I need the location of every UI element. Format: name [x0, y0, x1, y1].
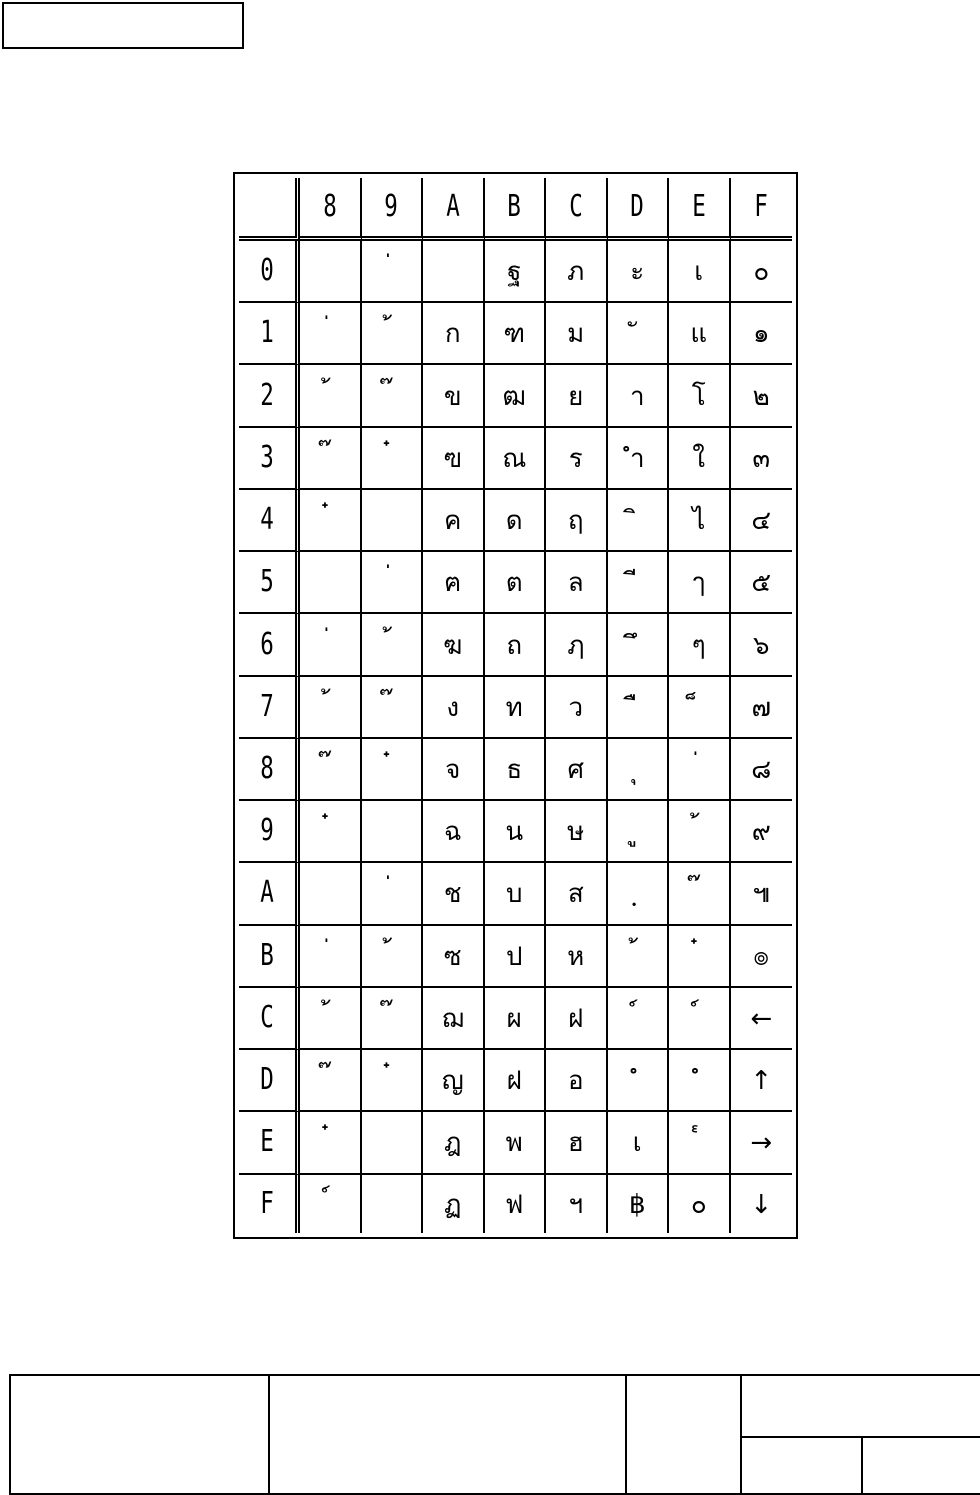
character-glyph: ฿ [628, 1189, 646, 1220]
table-row [239, 801, 792, 863]
row-header-label: C [260, 999, 274, 1035]
character-glyph: ฟ [505, 1189, 524, 1220]
character-cell [300, 926, 362, 988]
character-cell [669, 1175, 731, 1233]
character-cell [362, 677, 424, 739]
character-cell [485, 801, 547, 863]
character-cell [669, 1050, 731, 1112]
table-row [239, 1175, 792, 1233]
character-glyph: ฏ [444, 1189, 462, 1220]
character-cell [546, 863, 608, 925]
column-header [423, 178, 485, 241]
row-header-label: D [260, 1062, 274, 1098]
character-cell [485, 1175, 547, 1233]
character-glyph: พ [505, 1128, 523, 1159]
character-glyph: ฝ [568, 1003, 584, 1034]
character-glyph: ๗ [751, 692, 772, 723]
column-header [731, 178, 793, 241]
row-header-label: 6 [260, 626, 274, 662]
character-cell [546, 303, 608, 365]
character-cell [546, 1112, 608, 1174]
character-cell [669, 988, 731, 1050]
character-cell [669, 1112, 731, 1174]
character-cell [608, 552, 670, 614]
column-header-label: C [568, 189, 583, 224]
character-cell [300, 614, 362, 676]
row-header-label: 3 [260, 439, 274, 475]
table-row [239, 1050, 792, 1112]
character-cell [731, 1050, 793, 1112]
character-glyph: ↓ [750, 1189, 773, 1220]
character-cell [300, 1112, 362, 1174]
row-header [239, 1175, 300, 1233]
character-glyph: ร [568, 443, 583, 474]
character-glyph: ๙ [751, 817, 771, 848]
character-glyph: ๆ [691, 630, 706, 661]
character-cell [485, 988, 547, 1050]
character-cell [300, 490, 362, 552]
character-glyph: เ [632, 1128, 642, 1159]
character-cell [362, 552, 424, 614]
character-cell [423, 1112, 485, 1174]
character-cell [423, 365, 485, 427]
character-cell [731, 1112, 793, 1174]
character-cell [300, 988, 362, 1050]
character-glyph: ษ [567, 817, 585, 848]
character-glyph: แ [690, 319, 708, 350]
character-cell [485, 926, 547, 988]
row-header-label: 7 [260, 688, 274, 724]
character-cell [362, 1112, 424, 1174]
character-cell [362, 801, 424, 863]
character-glyph: ฝ [506, 1066, 522, 1097]
row-header [239, 552, 300, 614]
character-glyph: ด [505, 506, 523, 537]
character-cell [423, 428, 485, 490]
character-glyph: ธ [506, 754, 523, 785]
character-glyph: ฐ [507, 257, 522, 288]
character-cell [423, 1175, 485, 1233]
character-cell [546, 614, 608, 676]
character-glyph: ญ [441, 1066, 464, 1097]
character-cell [423, 739, 485, 801]
character-cell [423, 863, 485, 925]
column-header [608, 178, 670, 241]
character-glyph: ๐ [753, 257, 770, 288]
row-header-label: A [260, 875, 274, 911]
character-glyph: ก [444, 319, 461, 350]
character-glyph: ๏ [753, 941, 770, 972]
row-header [239, 1050, 300, 1112]
row-header-label: 8 [260, 750, 274, 786]
table-row [239, 1112, 792, 1174]
row-header [239, 490, 300, 552]
character-glyph: ต [505, 568, 523, 599]
row-header [239, 365, 300, 427]
character-cell [546, 926, 608, 988]
character-cell [300, 241, 362, 303]
row-header-label: 2 [260, 377, 274, 413]
character-cell [546, 490, 608, 552]
character-cell [300, 303, 362, 365]
column-header-label: A [445, 189, 460, 224]
character-cell [731, 614, 793, 676]
character-glyph: ฑ [503, 319, 526, 350]
row-header [239, 677, 300, 739]
character-cell [485, 1050, 547, 1112]
table-row [239, 428, 792, 490]
character-cell [300, 739, 362, 801]
character-glyph: เ [694, 257, 704, 288]
footer-cell-3 [625, 1376, 742, 1493]
row-header [239, 428, 300, 490]
character-cell [731, 801, 793, 863]
column-header [362, 178, 424, 241]
row-header [239, 303, 300, 365]
character-glyph: ใ [692, 443, 706, 474]
table-row [239, 926, 792, 988]
character-cell [731, 552, 793, 614]
character-cell [608, 1175, 670, 1233]
character-cell [669, 801, 731, 863]
character-cell [608, 1112, 670, 1174]
character-cell [731, 926, 793, 988]
column-header-label: 8 [322, 189, 337, 224]
row-header [239, 926, 300, 988]
character-cell [546, 739, 608, 801]
character-glyph: ไ [692, 506, 706, 537]
character-glyph: ค [444, 506, 462, 537]
row-header-label: B [260, 937, 274, 973]
character-cell [362, 863, 424, 925]
character-cell [669, 677, 731, 739]
character-cell [362, 1050, 424, 1112]
table-row [239, 365, 792, 427]
character-cell [608, 428, 670, 490]
character-glyph: น [505, 817, 524, 848]
character-cell [485, 863, 547, 925]
character-cell [485, 428, 547, 490]
character-cell [669, 241, 731, 303]
character-glyph: ฉ [443, 817, 462, 848]
table-row [239, 552, 792, 614]
character-cell [485, 614, 547, 676]
character-glyph: ฌ [441, 1003, 464, 1034]
character-cell [546, 801, 608, 863]
character-cell [485, 1112, 547, 1174]
character-cell [362, 365, 424, 427]
character-cell [546, 552, 608, 614]
character-glyph: ↑ [750, 1066, 773, 1097]
table-row [239, 988, 792, 1050]
character-glyph: ย [568, 381, 584, 412]
row-header-label: 0 [260, 253, 274, 289]
character-glyph: ฮ [567, 1128, 584, 1159]
table-row [239, 739, 792, 801]
character-glyph: ณ [502, 443, 527, 474]
row-header [239, 1112, 300, 1174]
character-glyph: ถ [506, 630, 523, 661]
character-glyph: → [750, 1128, 773, 1159]
character-glyph: โ [691, 381, 706, 412]
code-table-grid [239, 178, 792, 1233]
character-cell [362, 303, 424, 365]
header-row [239, 178, 792, 241]
character-glyph: บ [505, 879, 523, 910]
row-header [239, 863, 300, 925]
character-cell [608, 739, 670, 801]
character-glyph: ๅ [692, 568, 706, 599]
character-cell [669, 490, 731, 552]
table-row [239, 614, 792, 676]
footer-cell-4-bottom-right [863, 1438, 980, 1493]
character-glyph: ล [567, 568, 584, 599]
character-cell [669, 365, 731, 427]
character-cell [731, 863, 793, 925]
character-cell [300, 677, 362, 739]
column-header [300, 178, 362, 241]
character-glyph: ข [443, 381, 462, 412]
character-cell [608, 801, 670, 863]
character-cell [423, 614, 485, 676]
character-glyph: ฃ [443, 443, 462, 474]
row-header [239, 801, 300, 863]
row-header-label: 4 [260, 502, 274, 538]
character-glyph: ฅ [444, 568, 462, 599]
character-cell [608, 365, 670, 427]
character-cell [362, 739, 424, 801]
column-header [669, 178, 731, 241]
corner-cell [239, 178, 300, 241]
character-cell [423, 303, 485, 365]
character-cell [608, 988, 670, 1050]
character-cell [485, 490, 547, 552]
character-cell [485, 303, 547, 365]
column-header-label: 9 [384, 189, 399, 224]
document-label-box [2, 2, 244, 49]
character-glyph: ๖ [752, 630, 770, 661]
character-glyph: ศ [567, 754, 584, 785]
footer-cell-2 [268, 1376, 627, 1493]
character-cell [731, 303, 793, 365]
row-header [239, 739, 300, 801]
character-cell [300, 1050, 362, 1112]
character-cell [669, 863, 731, 925]
character-glyph: ๔ [751, 506, 772, 537]
character-cell [300, 801, 362, 863]
character-cell [608, 863, 670, 925]
character-cell [300, 1175, 362, 1233]
character-glyph: ง [446, 692, 460, 723]
character-cell [546, 241, 608, 303]
character-cell [423, 241, 485, 303]
character-cell [362, 490, 424, 552]
character-cell [731, 428, 793, 490]
character-glyph: ๓ [752, 443, 771, 474]
character-cell [546, 365, 608, 427]
character-glyph: จ [445, 754, 461, 785]
character-cell [423, 926, 485, 988]
character-glyph: ๒ [752, 381, 770, 412]
character-glyph: ๚ [752, 879, 771, 910]
column-header-label: D [630, 189, 645, 224]
character-cell [362, 241, 424, 303]
table-row [239, 677, 792, 739]
character-cell [608, 490, 670, 552]
character-glyph: อ [567, 1066, 584, 1097]
character-cell [546, 1050, 608, 1112]
table-row [239, 863, 792, 925]
character-cell [608, 677, 670, 739]
character-glyph: ห [567, 941, 585, 972]
character-glyph: ป [505, 941, 523, 972]
character-cell [669, 552, 731, 614]
character-cell [485, 365, 547, 427]
column-header [546, 178, 608, 241]
character-glyph: ฦ [567, 630, 585, 661]
character-glyph: ว [568, 692, 584, 723]
character-glyph: ช [443, 879, 462, 910]
character-cell [669, 739, 731, 801]
character-cell [423, 1050, 485, 1112]
character-cell [608, 1050, 670, 1112]
footer-cell-1 [11, 1376, 270, 1493]
row-header-label: 1 [260, 315, 274, 351]
character-cell [731, 739, 793, 801]
character-cell [608, 614, 670, 676]
character-cell [669, 428, 731, 490]
character-cell [546, 1175, 608, 1233]
row-header-label: 9 [260, 813, 274, 849]
column-header-label: B [507, 189, 522, 224]
character-cell [546, 988, 608, 1050]
character-cell [423, 801, 485, 863]
character-glyph: ฆ [443, 630, 463, 661]
row-header-label: E [260, 1124, 274, 1160]
character-glyph: ะ [630, 257, 645, 288]
row-header [239, 988, 300, 1050]
character-cell [485, 241, 547, 303]
character-cell [485, 739, 547, 801]
character-cell [731, 1175, 793, 1233]
character-glyph: ๘ [751, 754, 772, 785]
character-cell [300, 428, 362, 490]
character-glyph: ม [567, 319, 585, 350]
character-cell [669, 926, 731, 988]
character-cell [423, 490, 485, 552]
character-cell [300, 365, 362, 427]
character-glyph: ฎ [444, 1128, 462, 1159]
table-row [239, 303, 792, 365]
character-glyph: ๕ [751, 568, 772, 599]
character-cell [669, 614, 731, 676]
character-glyph: ๐ [690, 1189, 707, 1220]
character-glyph: ๑ [752, 319, 770, 350]
character-code-table [233, 172, 798, 1239]
character-cell [362, 926, 424, 988]
character-glyph: า [629, 381, 645, 412]
character-glyph: ← [750, 1003, 773, 1034]
character-cell [546, 677, 608, 739]
footer-cell-4-top [740, 1376, 980, 1438]
character-cell [731, 677, 793, 739]
character-cell [423, 677, 485, 739]
character-cell [362, 988, 424, 1050]
row-header [239, 614, 300, 676]
table-row [239, 241, 792, 303]
character-cell [731, 490, 793, 552]
character-glyph: ฯ [568, 1189, 584, 1220]
character-cell [608, 303, 670, 365]
character-cell [546, 428, 608, 490]
character-glyph: ท [505, 692, 523, 723]
character-glyph: ส [567, 879, 584, 910]
column-header-label: E [691, 189, 706, 224]
row-header [239, 241, 300, 303]
row-header-label: F [260, 1185, 274, 1221]
character-glyph: ผ [506, 1003, 522, 1034]
character-cell [423, 988, 485, 1050]
character-cell [731, 988, 793, 1050]
character-cell [300, 863, 362, 925]
row-header-label: 5 [260, 564, 274, 600]
character-cell [362, 614, 424, 676]
character-cell [608, 241, 670, 303]
character-cell [731, 365, 793, 427]
character-glyph: ซ [443, 941, 462, 972]
character-cell [362, 428, 424, 490]
column-header-label: F [754, 189, 769, 224]
title-block-footer [9, 1374, 980, 1495]
table-row [239, 490, 792, 552]
character-glyph: ฒ [502, 381, 526, 412]
character-glyph: ฤ [567, 506, 584, 537]
character-cell [300, 552, 362, 614]
footer-cell-4-bottom-left [740, 1438, 863, 1493]
character-cell [423, 552, 485, 614]
character-cell [669, 303, 731, 365]
character-glyph: ภ [567, 257, 585, 288]
character-cell [485, 552, 547, 614]
character-glyph: ำ [629, 443, 645, 474]
footer-cell-4 [740, 1376, 980, 1493]
character-cell [485, 677, 547, 739]
character-cell [608, 926, 670, 988]
column-header [485, 178, 547, 241]
character-cell [362, 1175, 424, 1233]
character-cell [731, 241, 793, 303]
